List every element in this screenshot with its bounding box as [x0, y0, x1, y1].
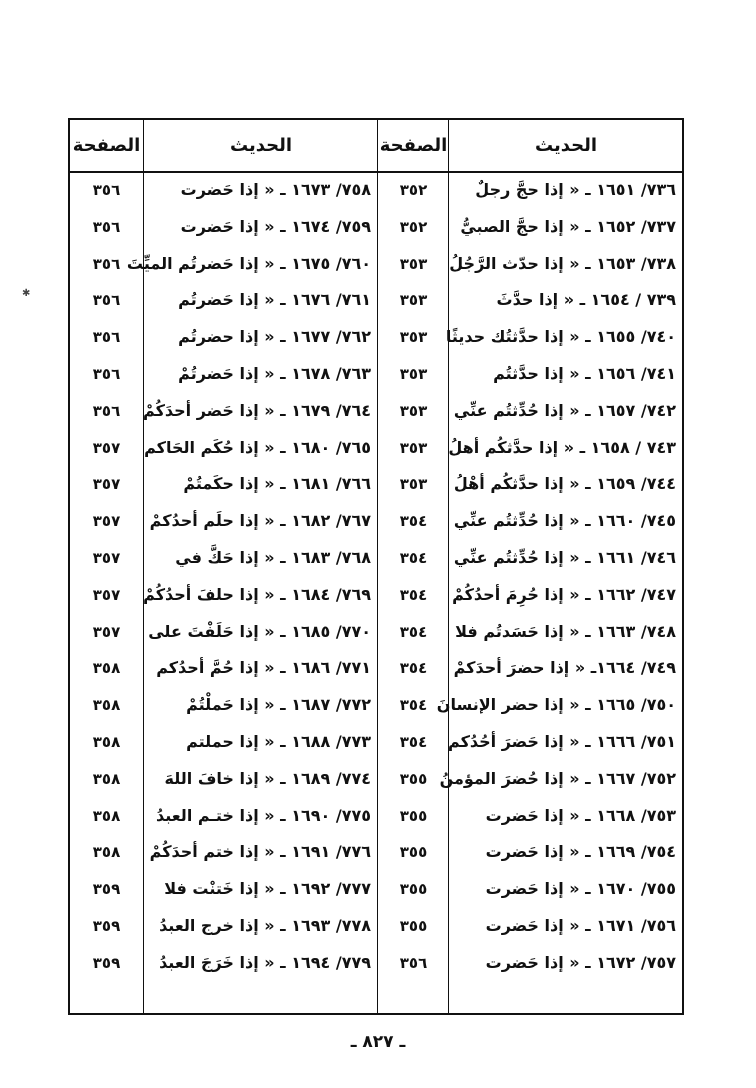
header-page-right: الصفحة	[379, 135, 448, 156]
table-row	[70, 540, 682, 577]
table-row	[70, 834, 682, 871]
page-ref: ٣٥٤	[399, 732, 428, 751]
table-row	[70, 209, 682, 246]
hadith-entry: ٧٧٩/ ١٦٩٤ ـ « إذا خَرَجَ العبدُ	[159, 952, 371, 972]
page-ref: ٣٥٣	[399, 401, 428, 420]
page-ref: ٣٥٨	[92, 732, 121, 751]
hadith-entry: ٧٦٥/ ١٦٨٠ ـ « إذا حُكَم الحَاكم	[144, 437, 371, 457]
page-ref: ٣٥٤	[399, 696, 428, 715]
table-row	[70, 650, 682, 687]
hadith-entry: ٧٥٩/ ١٦٧٤ ـ « إذا حَضرت	[180, 216, 371, 236]
hadith-entry: ٧٤٧/ ١٦٦٢ ـ « إذا حُرِمَ أحدُكُمْ	[452, 584, 676, 604]
page-ref: ٣٥٨	[92, 659, 121, 678]
stray-mark: ✱	[22, 288, 31, 299]
page-ref: ٣٥٦	[92, 291, 121, 310]
page-ref: ٣٥٣	[399, 254, 428, 273]
hadith-entry: ٧٥٤/ ١٦٦٩ ـ « إذا حَضرت	[485, 842, 676, 862]
page-ref: ٣٥٣	[399, 364, 428, 383]
page-ref: ٣٥٣	[399, 291, 428, 310]
page-ref: ٣٥٥	[399, 843, 428, 862]
hadith-entry: ٧٧٤/ ١٦٨٩ ـ « إذا خافَ اللهَ	[164, 768, 371, 788]
hadith-entry: ٧٤١/ ١٦٥٦ ـ « إذا حدَّثتُم	[493, 363, 676, 383]
table-row	[70, 687, 682, 724]
page-ref: ٣٥٢	[399, 217, 428, 236]
page-ref: ٣٥٨	[92, 696, 121, 715]
page-ref: ٣٥٢	[399, 181, 428, 199]
page-ref: ٣٥٩	[92, 953, 121, 972]
hadith-entry: ٧٧١/ ١٦٨٦ ـ « إذا حُمَّ أحدُكم	[156, 658, 371, 678]
header-hadith-left: الحديث	[229, 135, 293, 156]
page-ref: ٣٥٧	[92, 548, 121, 567]
hadith-entry: ٧٦٢/ ١٦٧٧ ـ « إذا حضرتُم	[178, 327, 371, 347]
hadith-entry: ٧٥٦/ ١٦٧١ ـ « إذا حَضرت	[485, 915, 676, 935]
table-row	[70, 798, 682, 835]
page-ref: ٣٥٦	[92, 181, 121, 199]
hadith-entry: ٧٦٦/ ١٦٨١ ـ « إذا حكَمتُمْ	[183, 474, 371, 494]
page-ref: ٣٥٨	[92, 843, 121, 862]
table-row	[70, 871, 682, 908]
page-ref: ٣٥٤	[399, 548, 428, 567]
hadith-entry: ٧٧٨/ ١٦٩٣ ـ « إذا خرج العبدُ	[159, 915, 371, 935]
page-ref: ٣٥٣	[399, 475, 428, 494]
table-row	[70, 503, 682, 540]
page-ref: ٣٥٩	[92, 880, 121, 899]
table-row	[70, 393, 682, 430]
hadith-entry: ٧٦٨/ ١٦٨٣ ـ « إذا حَكَّ في	[175, 547, 371, 567]
hadith-entry: ٧٣٩ / ١٦٥٤ ـ « إذا حدَّثَ	[496, 290, 676, 310]
hadith-entry: ٧٥٢/ ١٦٦٧ ـ « إذا حُضرَ المؤمنُ	[439, 768, 676, 788]
page-ref: ٣٥٤	[399, 622, 428, 641]
table-row	[70, 614, 682, 651]
hadith-entry: ٧٥٨/ ١٦٧٣ ـ « إذا حَضرت	[180, 180, 371, 199]
page-ref: ٣٥٦	[92, 328, 121, 347]
table-row	[70, 246, 682, 283]
page-ref: ٣٥٦	[92, 254, 121, 273]
table-body	[70, 172, 682, 982]
table-row	[70, 172, 682, 209]
page-ref: ٣٥٦	[399, 953, 428, 972]
table-row	[70, 466, 682, 503]
table-row	[70, 356, 682, 393]
hadith-entry: ٧٦٧/ ١٦٨٢ ـ « إذا حلَم أحدُكمْ	[149, 511, 371, 531]
page-ref: ٣٥٣	[399, 438, 428, 457]
page-ref: ٣٥٧	[92, 512, 121, 531]
hadith-entry: ٧٣٨/ ١٦٥٣ ـ « إذا حدّث الرَّجُلُ	[449, 253, 676, 273]
hadith-entry: ٧٥١/ ١٦٦٦ ـ « إذا حَضرَ أحُدُكم	[448, 731, 676, 751]
table-row	[70, 430, 682, 467]
page-ref: ٣٥٥	[399, 880, 428, 899]
hadith-entry: ٧٤٢/ ١٦٥٧ ـ « إذا حُدِّثتُم عنِّي	[453, 400, 676, 420]
hadith-entry: ٧٧٣/ ١٦٨٨ ـ « إذا حملتم	[186, 731, 371, 751]
page-ref: ٣٥٦	[92, 364, 121, 383]
page-ref: ٣٥٩	[92, 916, 121, 935]
page-ref: ٣٥٦	[92, 217, 121, 236]
page-ref: ٣٥٥	[399, 769, 428, 788]
table-row	[70, 577, 682, 614]
hadith-entry: ٧٤٨/ ١٦٦٣ ـ « إذا حَسَدتُم فلا	[455, 621, 676, 641]
page-ref: ٣٥٧	[92, 438, 121, 457]
page-ref: ٣٥٧	[92, 475, 121, 494]
page-ref: ٣٥٨	[92, 806, 121, 825]
index-table	[68, 118, 684, 1015]
table-row	[70, 282, 682, 319]
hadith-entry: ٧٦٣/ ١٦٧٨ ـ « إذا حَضرتُمْ	[178, 363, 371, 383]
hadith-entry: ٧٤٦/ ١٦٦١ ـ « إذا حُدِّثتُم عنِّي	[453, 547, 676, 567]
hadith-entry: ٧٧٥/ ١٦٩٠ ـ « إذا ختـم العبدُ	[156, 805, 371, 825]
hadith-entry: ٧٤٥/ ١٦٦٠ ـ « إذا حُدِّثتُم عنِّي	[453, 511, 676, 531]
hadith-entry: ٧٦٤/ ١٦٧٩ ـ « إذا حَضر أحدَكُمْ	[143, 400, 371, 420]
header-hadith-right: الحديث	[534, 135, 598, 156]
hadith-entry: ٧٧٦/ ١٦٩١ ـ « إذا ختم أحدَكُمْ	[149, 842, 371, 862]
hadith-entry: ٧٦٩/ ١٦٨٤ ـ « إذا حلفَ أحدُكُمْ	[143, 584, 371, 604]
page-ref: ٣٥٧	[92, 622, 121, 641]
hadith-entry: ٧٧٧/ ١٦٩٢ ـ « إذا خَتنْت فلا	[164, 879, 371, 899]
page-ref: ٣٥٥	[399, 916, 428, 935]
page-ref: ٣٥٨	[92, 769, 121, 788]
hadith-entry: ٧٧٢/ ١٦٨٧ ـ « إذا حَملْتُمْ	[186, 695, 371, 715]
page-ref: ٣٥٣	[399, 328, 428, 347]
table-row	[70, 761, 682, 798]
page-ref: ٣٥٦	[92, 401, 121, 420]
header-page-left: الصفحة	[72, 135, 141, 156]
hadith-entry: ٧٤٣ / ١٦٥٨ ـ « إذا حدَّثكُم أهلُ	[448, 437, 676, 457]
hadith-entry: ٧٧٠/ ١٦٨٥ ـ « إذا حَلَفْتَ على	[148, 621, 371, 641]
hadith-entry: ٧٤٩/ ١٦٦٤ـ « إذا حضرَ أحدَكمْ	[453, 658, 676, 678]
table-row	[70, 724, 682, 761]
hadith-entry: ٧٦١/ ١٦٧٦ ـ « إذا حَضرتُم	[178, 290, 371, 310]
table-row	[70, 908, 682, 945]
page-ref: ٣٥٧	[92, 585, 121, 604]
page-ref: ٣٥٤	[399, 659, 428, 678]
hadith-entry: ٧٥٠/ ١٦٦٥ ـ « إذا حضر الإنسانَ	[436, 695, 676, 715]
page-ref: ٣٥٤	[399, 585, 428, 604]
hadith-entry: ٧٣٦/ ١٦٥١ ـ « إذا حجَّ رجلٌ	[475, 180, 676, 199]
page-number: ـ ٨٢٧ ـ	[350, 1032, 406, 1052]
hadith-entry: ٧٥٥/ ١٦٧٠ ـ « إذا حَضرت	[485, 879, 676, 899]
hadith-entry: ٧٥٣/ ١٦٦٨ ـ « إذا حَضرت	[485, 805, 676, 825]
hadith-entry: ٧٤٠/ ١٦٥٥ ـ « إذا حدَّثتُك حديثًا	[445, 327, 676, 347]
table-row	[70, 945, 682, 982]
hadith-entry: ٧٥٧/ ١٦٧٢ ـ « إذا حَضرت	[485, 952, 676, 972]
page-ref: ٣٥٥	[399, 806, 428, 825]
hadith-entry: ٧٤٤/ ١٦٥٩ ـ « إذا حدَّثكُم أهْلُ	[453, 474, 676, 494]
page-ref: ٣٥٤	[399, 512, 428, 531]
hadith-entry: ٧٣٧/ ١٦٥٢ ـ « إذا حجَّ الصبيُّ	[460, 216, 676, 236]
hadith-entry: ٧٦٠/ ١٦٧٥ ـ « إذا حَضرتُم الميِّتَ	[126, 253, 371, 273]
table-row	[70, 319, 682, 356]
